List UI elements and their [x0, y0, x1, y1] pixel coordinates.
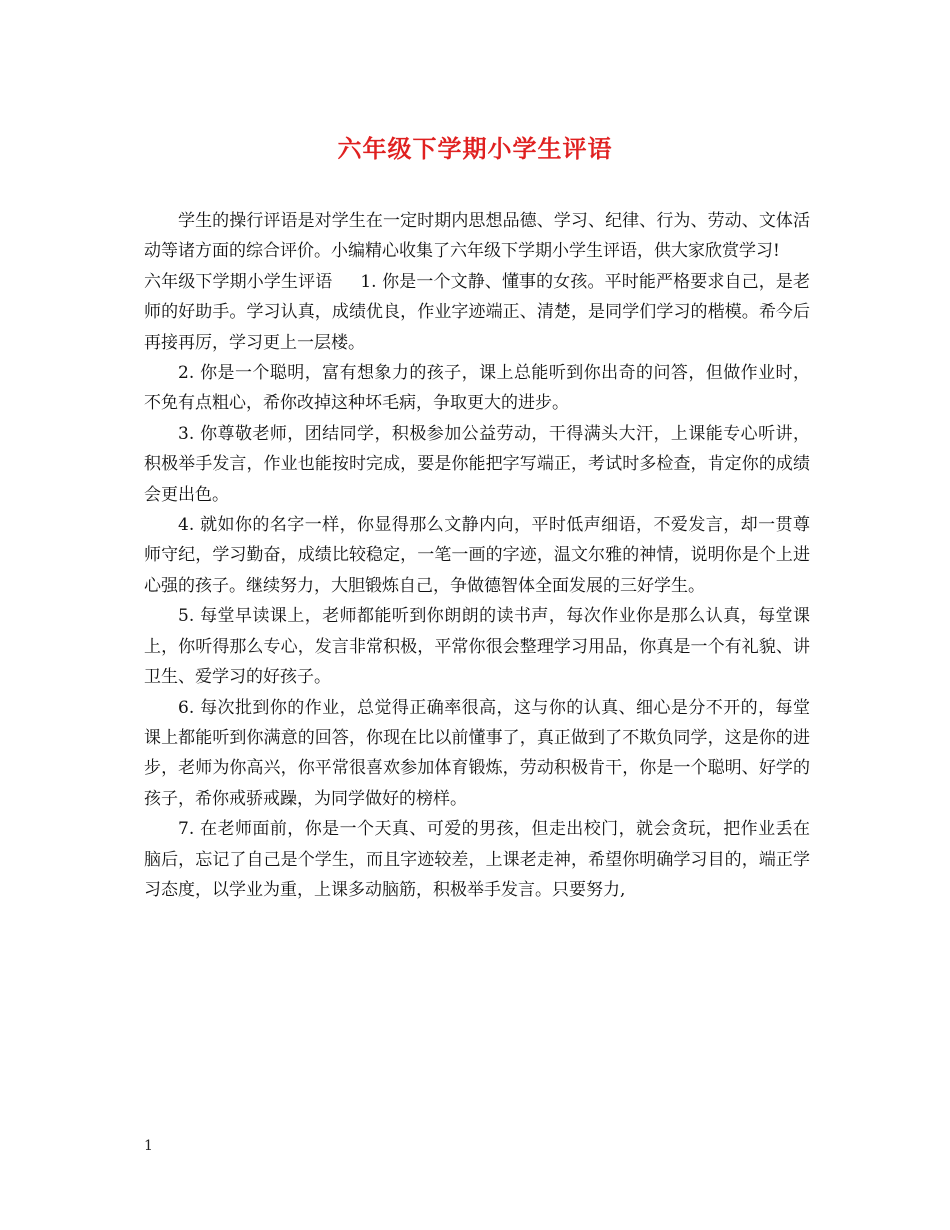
document-title: 六年级下学期小学生评语	[337, 135, 613, 163]
first-item-paragraph	[144, 267, 810, 358]
comment-item-4: 4. 就如你的名字一样，你显得那么文静内向，平时低声细语，不爱发言，却一贯尊师守纪，学习勤奋，成绩比较稳定，一笔一画的字迹，温文尔雅的神情，说明你是个上进心强的孩子。继续努力，大胆锻炼自己，争做德智体全面发展的三好学生。	[144, 515, 810, 596]
comment-item-2: 2. 你是一个聪明，富有想象力的孩子，课上总能听到你出奇的问答，但做作业时，不免有点粗心，希你改掉这种坏毛病，争取更大的进步。	[144, 363, 810, 414]
comment-item-5: 5. 每堂早读课上，老师都能听到你朗朗的读书声，每次作业你是那么认真，每堂课上，你听得那么专心，发言非常积极，平常你很会整理学习用品，你真是一个有礼貌、讲卫生、爱学习的好孩子。	[144, 606, 810, 688]
comment-item-7: 7. 在老师面前，你是一个天真、可爱的男孩，但走出校门，就会贪玩，把作业丢在脑后，忘记了自己是个学生，而且字迹较差，上课老走神，希望你明确学习目的，端正学习态度，以学业为重，上课多动脑筋，积极举手发言。只要努力,	[144, 819, 810, 900]
section-label: 六年级下学期小学生评语	[144, 271, 333, 292]
document-body	[144, 206, 810, 905]
intro-paragraph: 学生的操行评语是对学生在一定时期内思想品德、学习、纪律、行为、劳动、文体活动等诸方面的综合评价。小编精心收集了六年级下学期小学生评语，供大家欣赏学习!	[144, 211, 810, 262]
page-number: 1	[144, 1138, 153, 1154]
comment-item-3: 3. 你尊敬老师，团结同学，积极参加公益劳动，干得满头大汗，上课能专心听讲，积极举手发言，作业也能按时完成，要是你能把字写端正，考试时多检查，肯定你的成绩会更出色。	[144, 423, 810, 505]
comment-item-6: 6. 每次批到你的作业，总觉得正确率很高，这与你的认真、细心是分不开的，每堂课上都能听到你满意的回答，你现在比以前懂事了，真正做到了不欺负同学，这是你的进步，老师为你高兴，你平常很喜欢参加体育锻炼，劳动积极肯干，你是一个聪明、好学的孩子，希你戒骄戒躁，为同学做好的榜样。	[144, 697, 810, 809]
comment-item-1: 1. 你是一个文静、懂事的女孩。平时能严格要求自己，是老师的好助手。学习认真，成绩优良，作业字迹端正、清楚，是同学们学习的楷模。希今后再接再厉，学习更上一层楼。	[144, 271, 811, 353]
